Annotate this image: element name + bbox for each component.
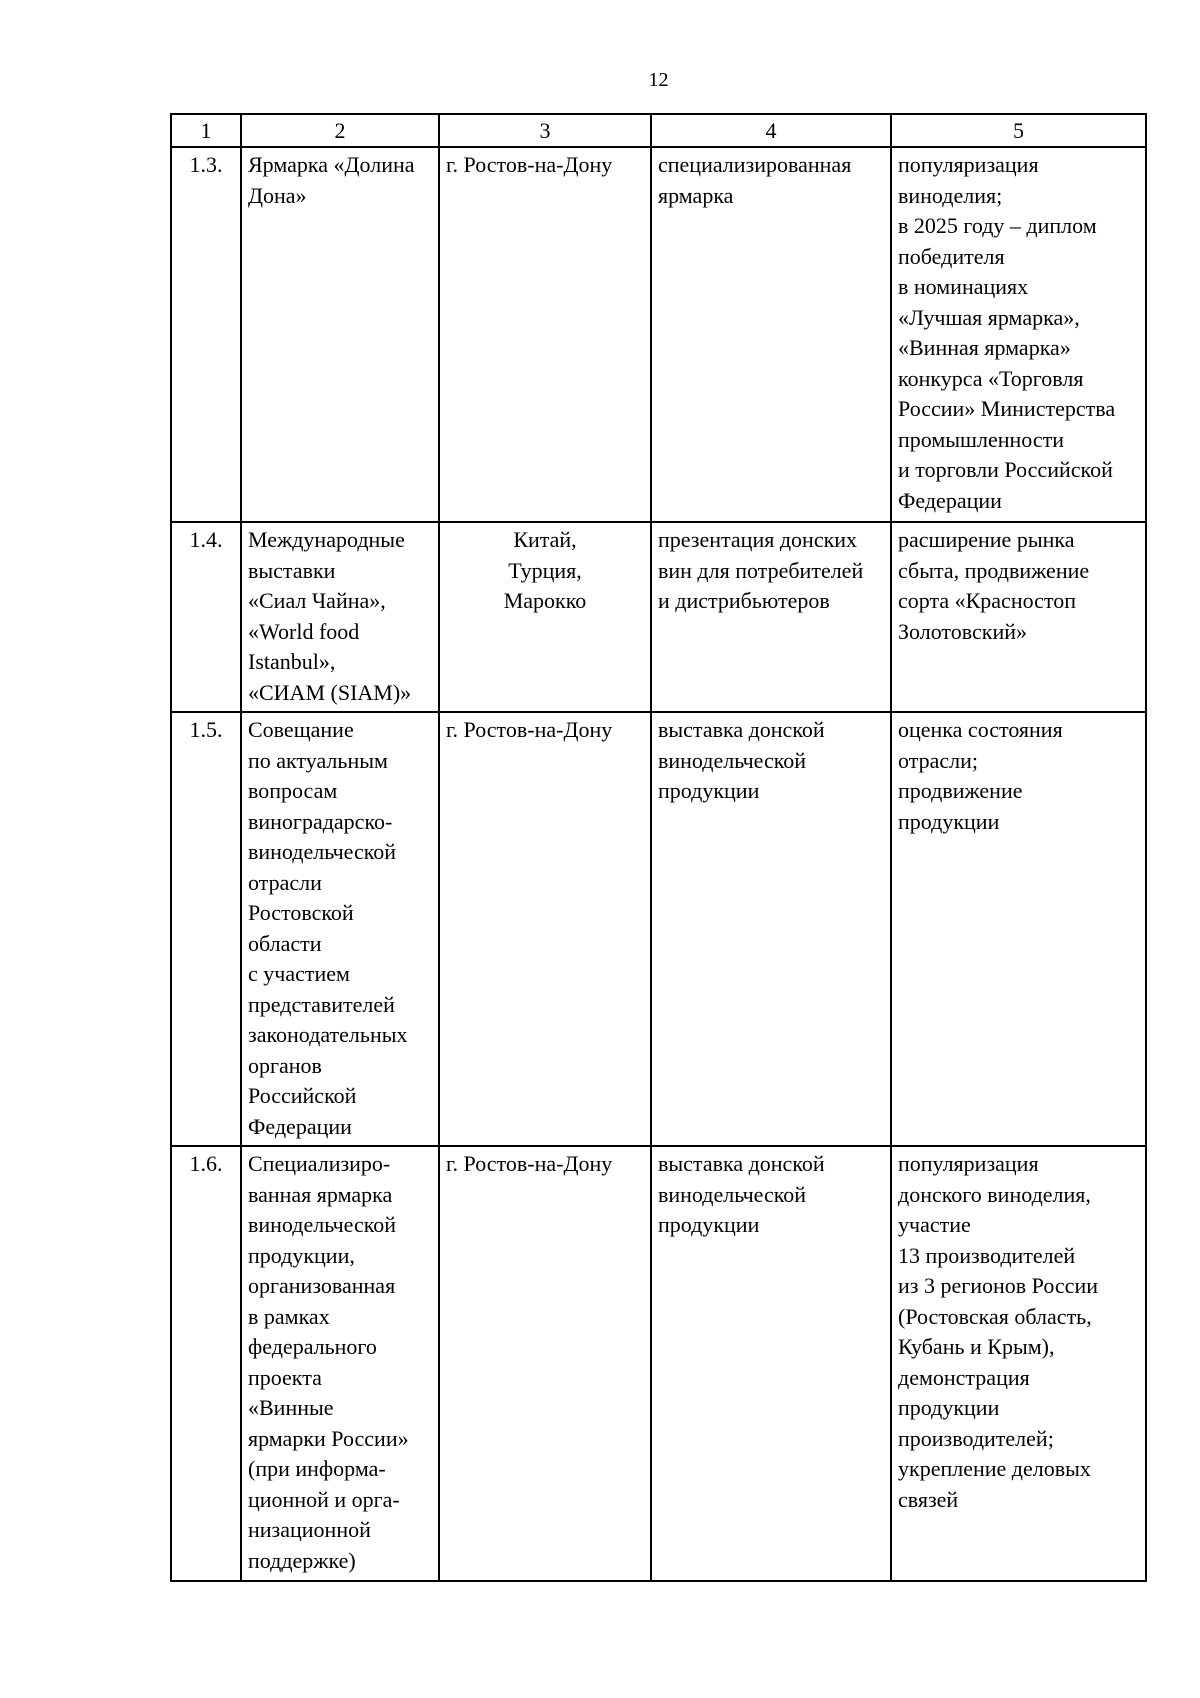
result-cell	[891, 522, 1146, 712]
format-text: выставка донской винодельческой продукции	[658, 717, 825, 803]
place-text: г. Ростов-на-Дону	[446, 717, 613, 742]
column-header-5: 5	[891, 114, 1146, 147]
event-cell	[241, 522, 439, 712]
place-text: г. Ростов-на-Дону	[446, 152, 613, 177]
result-text: популяризация донского виноделия, участие 13 производителей из 3 регионов России (Ростовская область, Кубань и Крым), демонстрация продукции производителей; укрепление деловых связей	[898, 1151, 1098, 1512]
column-header-1: 1	[171, 114, 241, 147]
column-header-3: 3	[439, 114, 651, 147]
header-row	[171, 114, 1146, 147]
table-header	[171, 114, 1146, 147]
place-cell	[439, 712, 651, 1146]
event-cell	[241, 712, 439, 1146]
table-row	[171, 712, 1146, 1146]
row-number-cell: 1.4.	[171, 522, 241, 712]
format-cell	[651, 522, 891, 712]
event-text: Международные выставки «Сиал Чайна», «World food Istanbul», «СИАМ (SIAM)»	[248, 527, 412, 705]
table-row	[171, 1146, 1146, 1581]
format-cell	[651, 1146, 891, 1581]
place-text: Китай, Турция, Марокко	[503, 527, 587, 613]
result-cell	[891, 1146, 1146, 1581]
event-text: Совещание по актуальным вопросам виноградарско- винодельческой отрасли Ростовской области с участием представителей законодательных органов Российской Федерации	[248, 717, 408, 1139]
event-text: Специализиро- ванная ярмарка винодельческой продукции, организованная в рамках федерального проекта «Винные ярмарки России» (при информа- ционной и орга- низационной поддержке)	[248, 1151, 409, 1573]
format-text: специализированная ярмарка	[658, 152, 852, 208]
table-row	[171, 147, 1146, 522]
place-text: г. Ростов-на-Дону	[446, 1151, 613, 1176]
event-text: Ярмарка «Долина Дона»	[248, 152, 415, 208]
row-number-cell: 1.5.	[171, 712, 241, 1146]
format-cell	[651, 147, 891, 522]
place-cell	[439, 1146, 651, 1581]
result-cell	[891, 147, 1146, 522]
format-text: презентация донских вин для потребителей и дистрибьютеров	[658, 527, 864, 613]
row-number-cell: 1.3.	[171, 147, 241, 522]
events-table	[170, 113, 1147, 1582]
event-cell	[241, 147, 439, 522]
column-header-2: 2	[241, 114, 439, 147]
result-text: оценка состояния отрасли; продвижение продукции	[898, 717, 1063, 834]
result-text: популяризация виноделия; в 2025 году – диплом победителя в номинациях «Лучшая ярмарка», «Винная ярмарка» конкурса «Торговля России» Министерства промышленности и торговли Российской Федерации	[898, 152, 1116, 513]
place-cell	[439, 522, 651, 712]
column-header-4: 4	[651, 114, 891, 147]
row-number-cell: 1.6.	[171, 1146, 241, 1581]
format-text: выставка донской винодельческой продукции	[658, 1151, 825, 1237]
place-cell	[439, 147, 651, 522]
page-number: 12	[648, 69, 669, 91]
table-row	[171, 522, 1146, 712]
result-cell	[891, 712, 1146, 1146]
format-cell	[651, 712, 891, 1146]
table-body	[171, 147, 1146, 1581]
event-cell	[241, 1146, 439, 1581]
result-text: расширение рынка сбыта, продвижение сорта «Красностоп Золотовский»	[898, 527, 1090, 644]
